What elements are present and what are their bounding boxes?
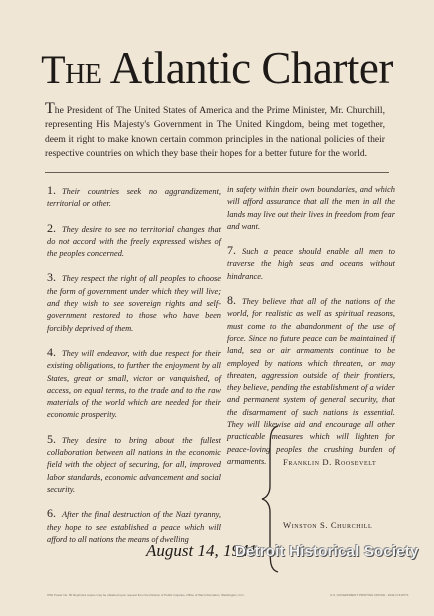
article-7	[227, 244, 395, 283]
title-main: Atlantic Charter	[109, 43, 393, 93]
intro-initial: T	[45, 100, 55, 117]
article-text: Such a peace should enable all men to traverse the high seas and oceans without hindrance.	[227, 247, 395, 281]
article-1	[47, 184, 221, 211]
signature-roosevelt: Franklin D. Roosevelt	[283, 457, 377, 467]
article-number: 5.	[47, 431, 56, 446]
article-text: They desire to bring about the fullest collaboration between all nations in the economic field with the object of securing, for all, improved labor standards, economic advancement and social security.	[47, 435, 221, 494]
article-number: 2.	[47, 220, 56, 235]
article-4	[47, 346, 221, 422]
article-number: 3.	[47, 270, 56, 285]
article-number: 7.	[227, 243, 236, 258]
article-number: 8.	[227, 293, 236, 308]
article-6-continued: in safety within their own boundaries, and which will afford assurance that all the men in all the lands may live out their lives in freedom from fear and want.	[227, 185, 395, 231]
right-column	[227, 184, 395, 479]
page-title	[0, 40, 434, 98]
footer-note: OWI Poster No. 50 Reprinted copies may be obtained upon request from the Division of Public Inquiries, Office of War Information, Washington, D.C.	[47, 593, 245, 597]
article-3	[47, 271, 221, 334]
signature-churchill: Winston S. Churchill	[283, 520, 373, 530]
article-number: 6.	[47, 506, 56, 521]
intro-text: he President of The United States of America and the Prime Minister, Mr. Churchill, representing His Majesty's Government in The United Kingdom, being met together, deem it right to make known certain common principles in the national policies of their respective countries on which they base their hopes for a better future for the world.	[45, 105, 385, 160]
footer-printer: U.S. GOVERNMENT PRINTING OFFICE : 1943-O-510771	[330, 593, 409, 597]
article-5	[47, 433, 221, 496]
article-text: They desire to see no territorial changes that do not accord with the freely expressed wishes of the peoples concerned.	[47, 224, 221, 259]
left-column	[47, 184, 221, 557]
article-text: Their countries seek no aggrandizement, territorial or other.	[47, 187, 221, 209]
charter-date: August 14, 1941	[146, 541, 257, 560]
article-text: They respect the right of all peoples to choose the form of government under which they will live; and they wish to see sovereign rights and self-government restored to those who have been forcibly deprived of them.	[47, 274, 221, 333]
divider-rule	[45, 172, 389, 173]
article-text: They believe that all of the nations of the world, for realistic as well as spiritual reasons, must come to the abandonment of the use of force. Since no future peace can be maintained if land, sea or air armaments continue to be employed by nations which threaten, or may threaten, aggression outside of their frontiers, they believe, pending the establishment of a wider and permanent system of general security, that the disarmament of such nations is essential. They will likewise aid and encourage all other practicable measures which will lighten for peace-loving peoples the crushing burden of armaments.	[227, 297, 395, 466]
title-the: The	[41, 47, 102, 92]
article-number: 4.	[47, 344, 56, 359]
intro-paragraph	[45, 100, 385, 162]
article-8	[227, 294, 395, 468]
article-2	[47, 222, 221, 261]
article-number: 1.	[47, 183, 56, 197]
article-text: After the final destruction of the Nazi tyranny, they hope to see established a peace which will afford to all nations the means of dwelling	[47, 510, 221, 544]
article-text: They will endeavor, with due respect for their existing obligations, to further the enjoyment by all States, great or small, victor or vanquished, of access, on equal terms, to the trade and to the raw materials of the world which are needed for their economic prosperity.	[47, 348, 221, 420]
watermark-logo: Detroit Historical Society	[235, 543, 419, 560]
